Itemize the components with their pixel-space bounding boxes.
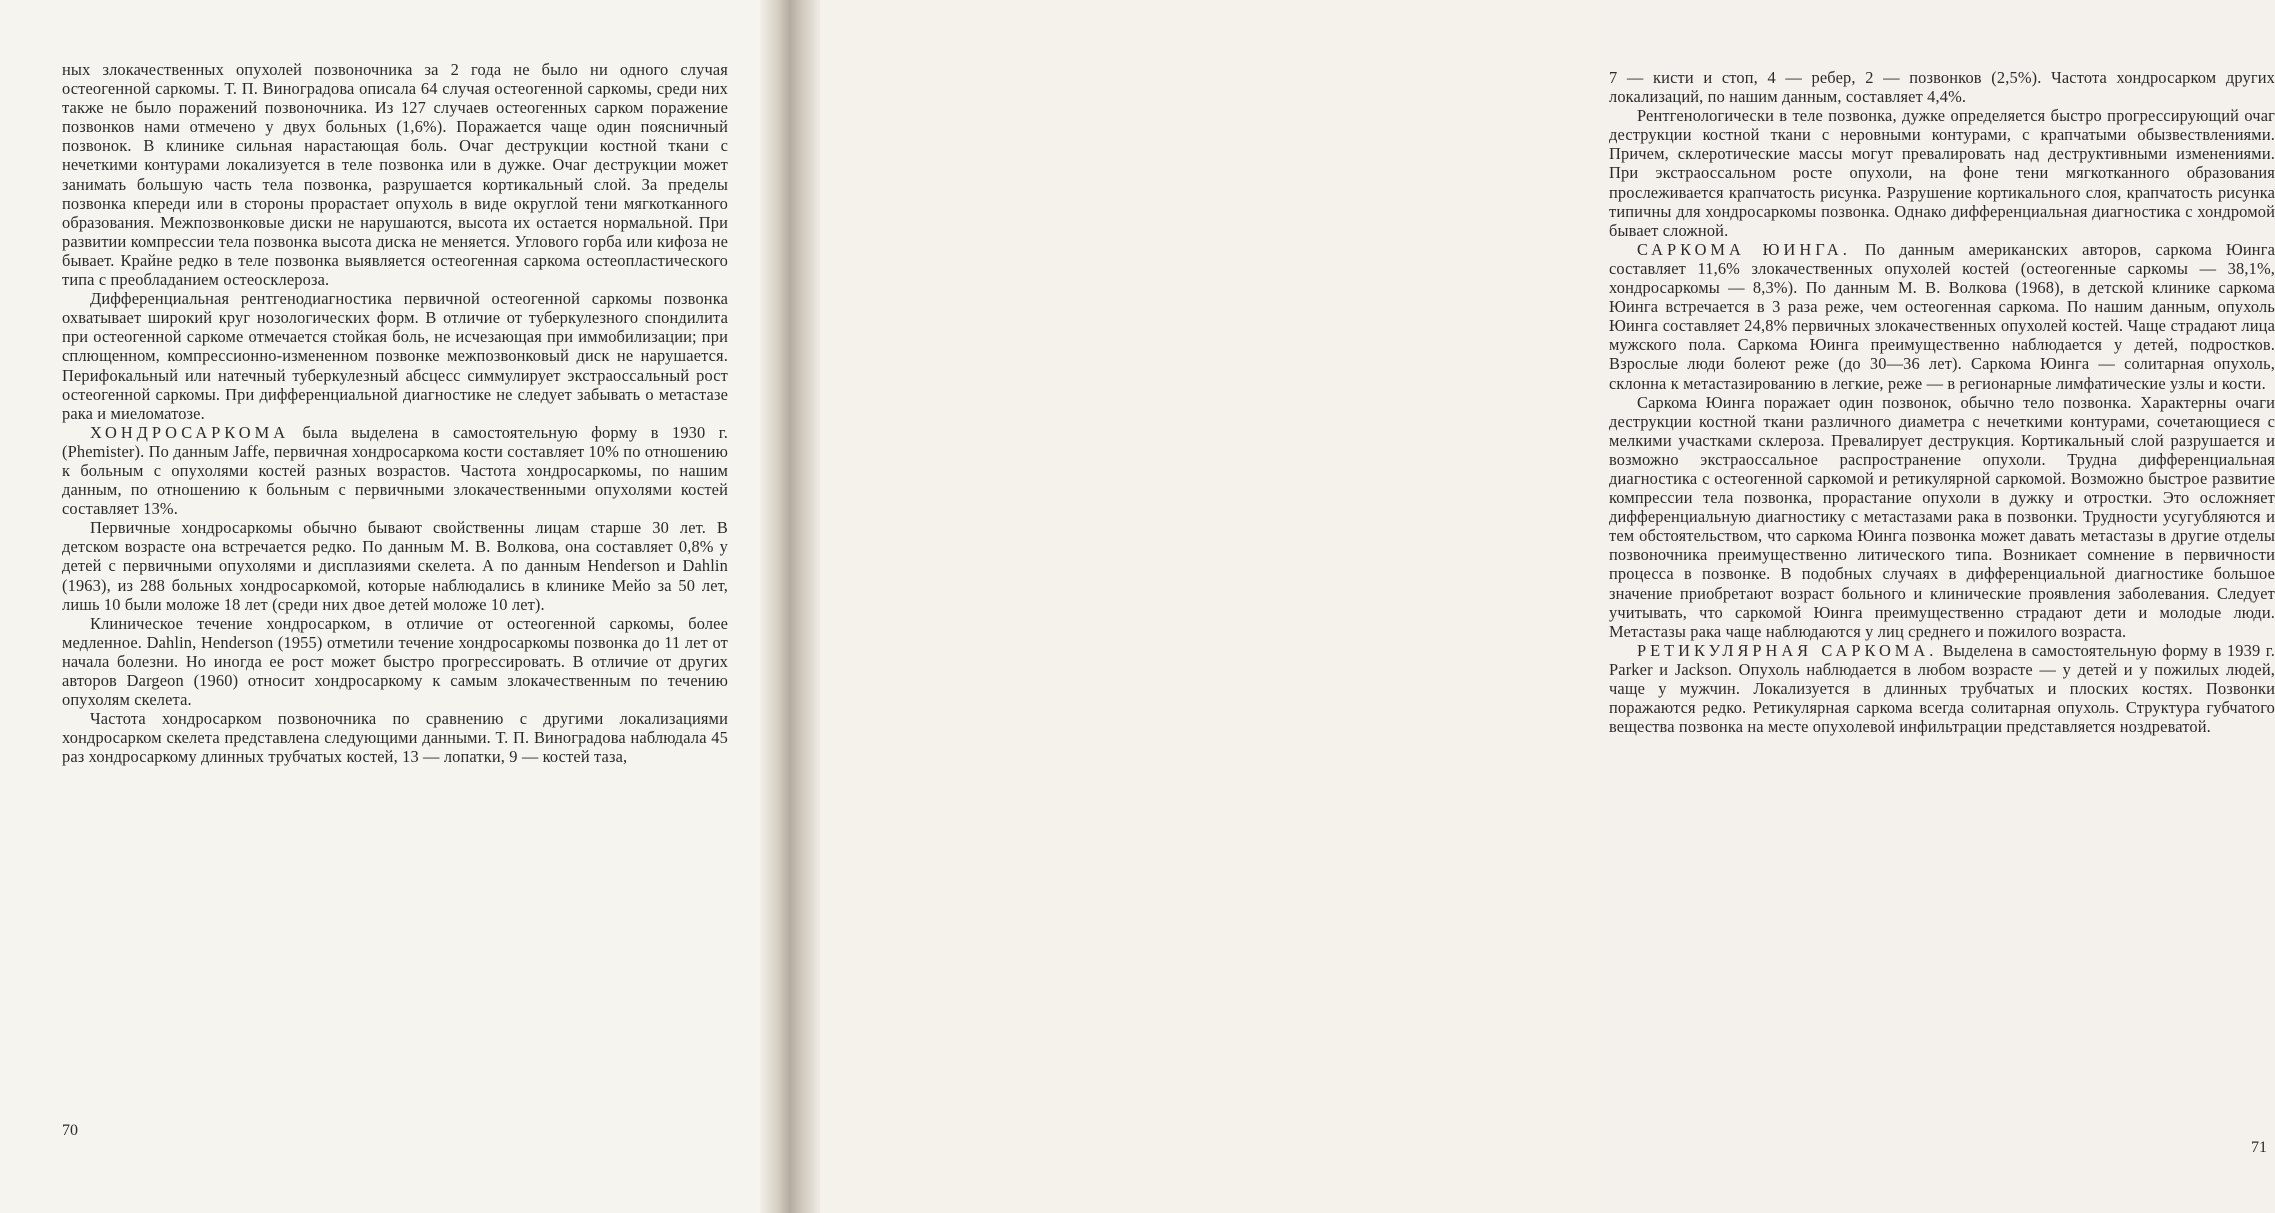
paragraph: Саркома Юинга поражает один позвонок, обычно тело позвонка. Характерны очаги деструкции костной ткани различного диаметра с нечеткими контурами, сочетающиеся с мелкими участками склероза. Превалирует деструкция. Кортикальный слой разрушается и возможно экстраоссальное распространение опухоли. Трудна дифференциальная диагностика с остеогенной саркомой и ретикулярной саркомой. Возможно быстрое развитие компрессии тела позвонка, прорастание опухоли в дужку и отростки. Это осложняет дифференциальную диагностику с метастазами рака в позвонки. Трудности усугубляются и тем обстоятельством, что саркома Юинга позвонка может давать метастазы в другие отделы позвоночника преимущественно литического типа. Возникает сомнение в первичности процесса в позвонке. В подобных случаях в дифференциальной диагностике большое значение приобретают возраст больного и клинические проявления заболевания. Следует учитывать, что саркомой Юинга преимущественно страдают дети и молодые люди. Метастазы рака чаще наблюдаются у лиц среднего и пожилого возраста. (1609, 392, 2275, 641)
reticular-text: Выделена в самостоятельную форму в 1939 г. Parker и Jackson. Опухоль наблюдается в любом возрасте — у детей и у пожилых людей, чаще у мужчин. Локализуется в длинных трубчатых и плоских костях. Позвонки поражаются редко. Ретикулярная саркома всегда солитарная опухоль. Структура губчатого вещества позвонка на месте опухолевой инфильтрации представляется ноздреватой. (1609, 640, 2275, 737)
ewing-text: По данным американских авторов, саркома Юинга составляет 11,6% злокачественных опухолей костей (остеогенные саркомы — 38,1%, хондросаркомы — 8,3%). По данным М. В. Волкова (1968), в детской клинике саркома Юинга встречается в 3 раза реже, чем остеогенная саркома. По нашим данным, опухоль Юинга составляет 24,8% первичных злокачественных опухолей костей. Чаще страдают лица мужского пола. Саркома Юинга преимущественно наблюдается у детей, подростков. Взрослые люди болеют реже (до 30—36 лет). Саркома Юинга — солитарная опухоль, склонна к метастазированию в легкие, реже — в регионарные лимфатические узлы и кости. (1609, 239, 2275, 393)
page-number-left: 70 (62, 1122, 78, 1139)
right-page (775, 0, 2275, 1213)
left-page (0, 0, 775, 1213)
chondrosarcoma-heading: ХОНДРОСАРКОМА (90, 422, 290, 442)
chondrosarcoma-paragraph (62, 423, 728, 518)
reticular-paragraph (1609, 641, 2275, 736)
paragraph: Частота хондросарком позвоночника по сравнению с другими локализациями хондросарком скелета представлена следующими данными. Т. П. Виноградова наблюдала 45 раз хондросаркому длинных трубчатых костей, 13 — лопатки, 9 — костей таза, (62, 709, 728, 767)
book-gutter-shadow (760, 0, 820, 1213)
paragraph: Рентгенологически в теле позвонка, дужке определяется быстро прогрессирующий очаг деструкции костной ткани с неровными контурами, с крапчатыми обызвествлениями. Причем, склеротические массы могут превалировать над деструктивными изменениями. При экстраоссальном росте опухоли, на фоне тени мягкотканного образования прослеживается крапчатость рисунка. Разрушение кортикального слоя, крапчатость рисунка типичны для хондросаркомы позвонка. Однако дифференциальная диагностика с хондромой бывает сложной. (1609, 106, 2275, 240)
paragraph: 7 — кисти и стоп, 4 — ребер, 2 — позвонков (2,5%). Частота хондросарком других локализаций, по нашим данным, составляет 4,4%. (1609, 68, 2275, 107)
paragraph: Клиническое течение хондросарком, в отличие от остеогенной саркомы, более медленное. Dahlin, Henderson (1955) отметили течение хондросаркомы позвонка до 11 лет от начала болезни. Но иногда ее рост может быстро прогрессировать. В отличие от других авторов Dargeon (1960) относит хондросаркому к самым злокачественным по течению опухолям скелета. (62, 613, 728, 710)
paragraph: Дифференциальная рентгенодиагностика первичной остеогенной саркомы позвонка охватывает широкий круг нозологических форм. В отличие от туберкулезного спондилита при остеогенной саркоме отмечается стойкая боль, не исчезающая при иммобилизации; при сплющенном, компрессионно-измененном позвонке межпозвонковый диск не нарушается. Перифокальный или натечный туберкулезный абсцесс симмулирует экстраоссальный рост остеогенной саркомы. При дифференциальной диагностике не следует забывать о метастазе рака и миеломатозе. (62, 289, 728, 423)
chondrosarcoma-text: была выделена в самостоятельную форму в 1930 г. (Phemister). По данным Jaffe, первичная хондросаркома кости составляет 10% по отношению к больным с опухолями костей разных возрастов. Частота хондросаркомы, по нашим данным, по отношению к больным с первичными злокачественными опухолями костей составляет 13%. (62, 422, 729, 519)
reticular-heading: РЕТИКУЛЯРНАЯ САРКОМА. (1637, 640, 1938, 660)
right-page-text (1609, 68, 2275, 736)
ewing-paragraph (1609, 240, 2275, 393)
paragraph: ных злокачественных опухолей позвоночника за 2 года не было ни одного случая остеогенной саркомы. Т. П. Виноградова описала 64 случая остеогенной саркомы, среди них также не было поражений позвоночника. Из 127 случаев остеогенных сарком поражение позвонков нами отмечено у двух больных (1,6%). Поражается чаще один поясничный позвонок. В клинике сильная нарастающая боль. Очаг деструкции костной ткани с нечеткими контурами локализуется в теле позвонка или в дужке. Очаг деструкции может занимать большую часть тела позвонка, разрушается кортикальный слой. За пределы позвонка кпереди или в стороны прорастает опухоль в виде округлой тени мягкотканного образования. Межпозвонковые диски не нарушаются, высота их остается нормальной. При развитии компрессии тела позвонка высота диска не меняется. Углового горба или кифоза не бывает. Крайне редко в теле позвонка выявляется остеогенная саркома остеопластического типа с преобладанием остеосклероза. (62, 60, 728, 290)
page-number-right: 71 (2251, 1139, 2267, 1156)
paragraph: Первичные хондросаркомы обычно бывают свойственны лицам старше 30 лет. В детском возрасте она встречается редко. По данным М. В. Волкова, она составляет 0,8% у детей с первичными опухолями и дисплазиями скелета. А по данным Henderson и Dahlin (1963), из 288 больных хондросаркомой, которые наблюдались в клинике Мейо за 50 лет, лишь 10 были моложе 18 лет (среди них двое детей моложе 10 лет). (62, 518, 728, 614)
left-page-text (62, 60, 728, 766)
ewing-heading: САРКОМА ЮИНГА. (1637, 239, 1851, 259)
